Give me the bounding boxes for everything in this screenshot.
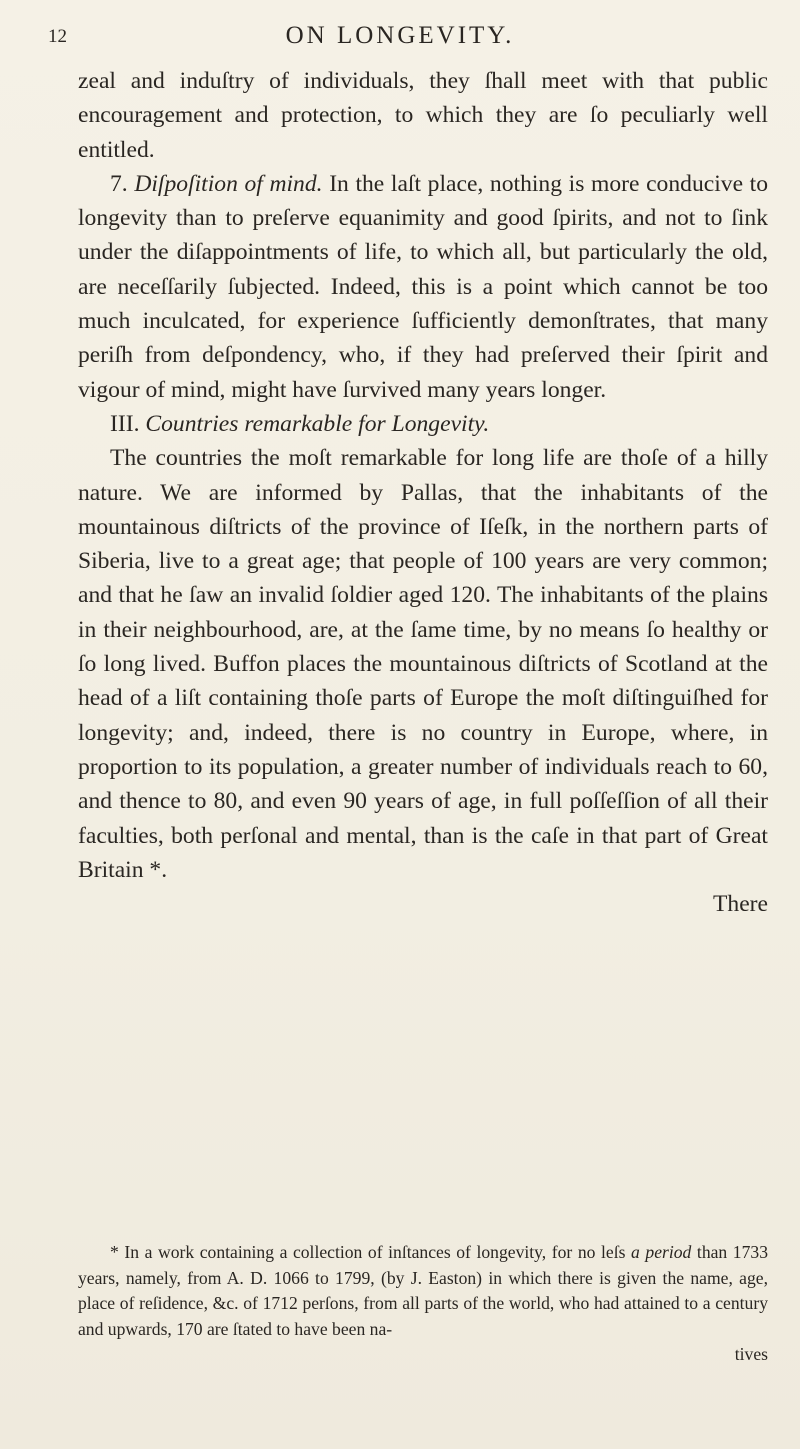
countries-paragraph: The countries the moſt remarkable for long life are thoſe of a hilly nature. We are informed by Pallas, that the inhabitants of the mountainous diſtricts of the province of Iſeſk, in the northern parts of Siberia, live to a great age; that people of 100 years are very common; and that he ſaw an invalid ſoldier aged 120. The inhabitants of the plains in their neighbourhood, are, at the ſame time, by no means ſo healthy or ſo long lived. Buffon places the mountainous diſtricts of Scotland at the head of a liſt containing thoſe parts of Europe the moſt diſtinguiſhed for longevity; and, indeed, there is no country in Europe, where, in proportion to its population, a greater number of individuals reach to 60, and thence to 80, and even 90 years of age, in full poſſeſſion of all their faculties, both perſonal and mental, than is the caſe in that part of Great Britain *.	[78, 445, 768, 883]
paragraph-7-text: In the laſt place, nothing is more conducive to longevity than to preſerve equanimity and good ſpirits, and not to ſink under the diſappointments of life, to which all, but particularly the old, are neceſſarily ſubjected. Indeed, this is a point which cannot be too much inculcated, for experience ſufficiently demonſtrates, that many periſh from deſpondency, who, if they had preſerved their ſpirit and vigour of mind, might have ſurvived many years longer.	[78, 170, 769, 403]
footnote	[78, 1240, 768, 1368]
page-catchword: There	[712, 891, 768, 918]
running-head	[48, 18, 768, 58]
intro-paragraph: zeal and induſtry of individuals, they ſhall meet with that public encouragement and protection, to which they are ſo peculiarly well entitled.	[78, 68, 768, 163]
paragraph-7	[78, 167, 768, 407]
footnote-text-end: than 1733 years, namely, from A. D. 1066 to 1799, (by J. Easton) in which there is given the name, age, place of reſidence, &c. of 1712 perſons, from all parts of the world, who had attained to a century and upwards, 170 are ſtated to have been na-	[78, 1242, 768, 1339]
section-3-number: III.	[110, 410, 140, 437]
paragraph-7-lead: Diſpoſition of mind.	[134, 170, 323, 197]
footnote-text	[78, 1240, 768, 1342]
body-text	[78, 64, 768, 921]
footnote-italic: a period	[631, 1242, 692, 1262]
running-title: ON LONGEVITY.	[285, 22, 515, 49]
section-3-heading	[78, 407, 768, 441]
footnote-catchword: tives	[734, 1344, 768, 1364]
paragraph-7-number: 7.	[110, 170, 128, 197]
footnote-text-start: * In a work containing a collection of inſtances of longevity, for no leſs	[110, 1242, 632, 1262]
page-number: 12	[48, 26, 67, 47]
section-3-title: Countries remarkable for Longevity.	[145, 410, 490, 437]
